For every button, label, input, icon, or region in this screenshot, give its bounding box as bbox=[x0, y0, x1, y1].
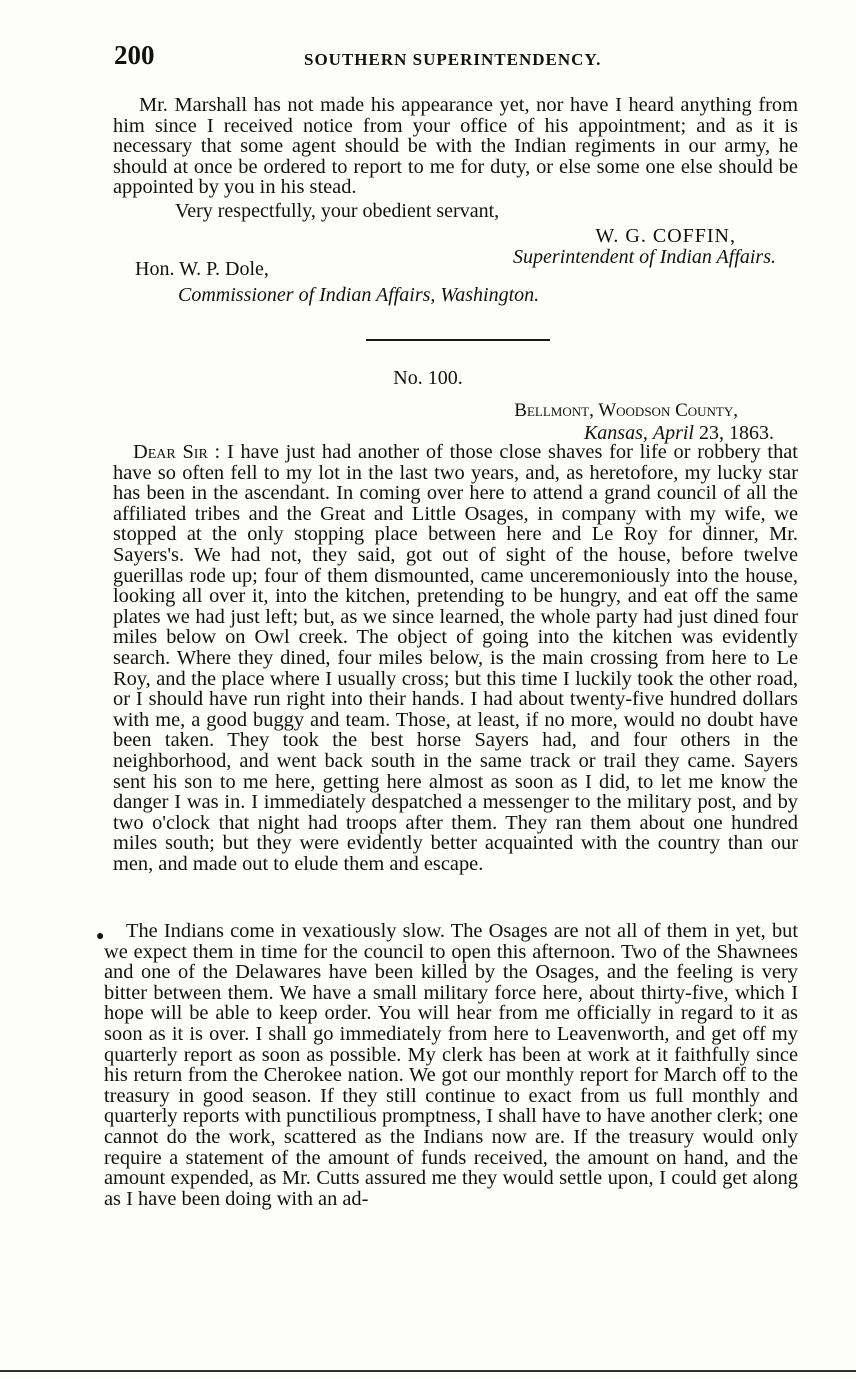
running-head: SOUTHERN SUPERINTENDENCY. bbox=[304, 50, 602, 69]
section-divider bbox=[366, 339, 550, 341]
dateline-day-year: 23, 1863. bbox=[699, 422, 774, 444]
dateline-month: April bbox=[652, 422, 694, 444]
letter-1-signer-name: W. G. COFFIN, bbox=[595, 225, 736, 247]
letter-2-paragraph-1 bbox=[113, 442, 798, 874]
letter-2-paragraph-2 bbox=[104, 921, 798, 1209]
letter-1-closing: Very respectfully, your obedient servant, bbox=[175, 200, 500, 222]
page-number: 200 bbox=[114, 40, 155, 70]
page-header bbox=[114, 40, 804, 74]
letter-1-paragraph: Mr. Marshall has not made his appearance yet, nor have I heard anything from him since I received notice from your office of his appointment; and as it is necessary that some agent should be with the Indian regiments in our army, he should at once be ordered to report to me for duty, or else some one else should be appointed by you in his stead. bbox=[113, 94, 798, 199]
letter-2-dateline-place: Bellmont, Woodson County, bbox=[514, 400, 738, 421]
letter-2-paragraph-2-text: The Indians come in vexatiously slow. The Osages are not all of them in yet, but we expect them in time for the council to open this afternoon. Two of the Shawnees and one of the Delawares have been killed by the Osages, and the feeling is very bitter between them. We have a small military force here, about thirty-five, which I hope will be able to keep order. You will hear from me officially in regard to it as soon as it is over. I shall go immediately from here to Leavenworth, and get off my quarterly report as soon as possible. My clerk has been at work at it faithfully since his return from the Cherokee nation. We got our monthly report for March off to the treasury in good season. If they still continue to exact from us full monthly and quarterly reports with punctilious promptness, I shall have to have another clerk; one cannot do the work, scattered as the Indians now are. If the treasury would only require a statement of the amount of funds received, the amount on hand, and the amount expended, as Mr. Cutts assured me they would settle upon, I could get along as I have been doing with an ad- bbox=[104, 920, 798, 1210]
margin-mark: ● bbox=[96, 929, 105, 944]
salutation: Dear Sir : bbox=[133, 441, 221, 463]
letter-2-number: No. 100. bbox=[393, 367, 463, 389]
dateline-state: Kansas, bbox=[583, 422, 648, 444]
page-bottom-edge bbox=[0, 1370, 856, 1372]
letter-1-recipient-name: Hon. W. P. Dole, bbox=[135, 258, 269, 280]
letter-1-signer-title: Superintendent of Indian Affairs. bbox=[513, 246, 776, 268]
letter-1-recipient-title: Commissioner of Indian Affairs, Washington. bbox=[178, 284, 540, 306]
letter-2-paragraph-1-text: I have just had another of those close shaves for life or robbery that have so often fell to my lot in the last two years, and, as heretofore, my lucky star has been in the ascendant. In coming over here to attend a grand council of all the affiliated tribes and the Great and Little Osages, in company with my wife, we stopped at the only stopping place between here and Le Roy for dinner, Mr. Sayers's. We had not, they said, got out of sight of the house, before twelve guerillas rode up; four of them dismounted, came unceremoniously into the house, looking all over it, into the kitchen, pretending to be hungry, and eat off the same plates we had just left; but, as we since learned, the whole party had just dined four miles below on Owl creek. The object of going into the kitchen was evidently search. Where they dined, four miles below, is the main crossing from here to Le Roy, and the place where I usually cross; but this time I luckily took the other road, or I should have run right into their hands. I had about twenty-five hundred dollars with me, a good buggy and team. Those, at least, if no more, would no doubt have been taken. They took the best horse Sayers had, and four others in the neighborhood, and went back south in the same track or trail they came. Sayers sent his son to me here, getting here almost as soon as I did, to let me know the danger I was in. I immediately despatched a messenger to the military post, and by two o'clock that night had troops after them. They ran them about one hundred miles south; but they were evidently better acquainted with the country than our men, and made out to elude them and escape. bbox=[113, 441, 798, 875]
